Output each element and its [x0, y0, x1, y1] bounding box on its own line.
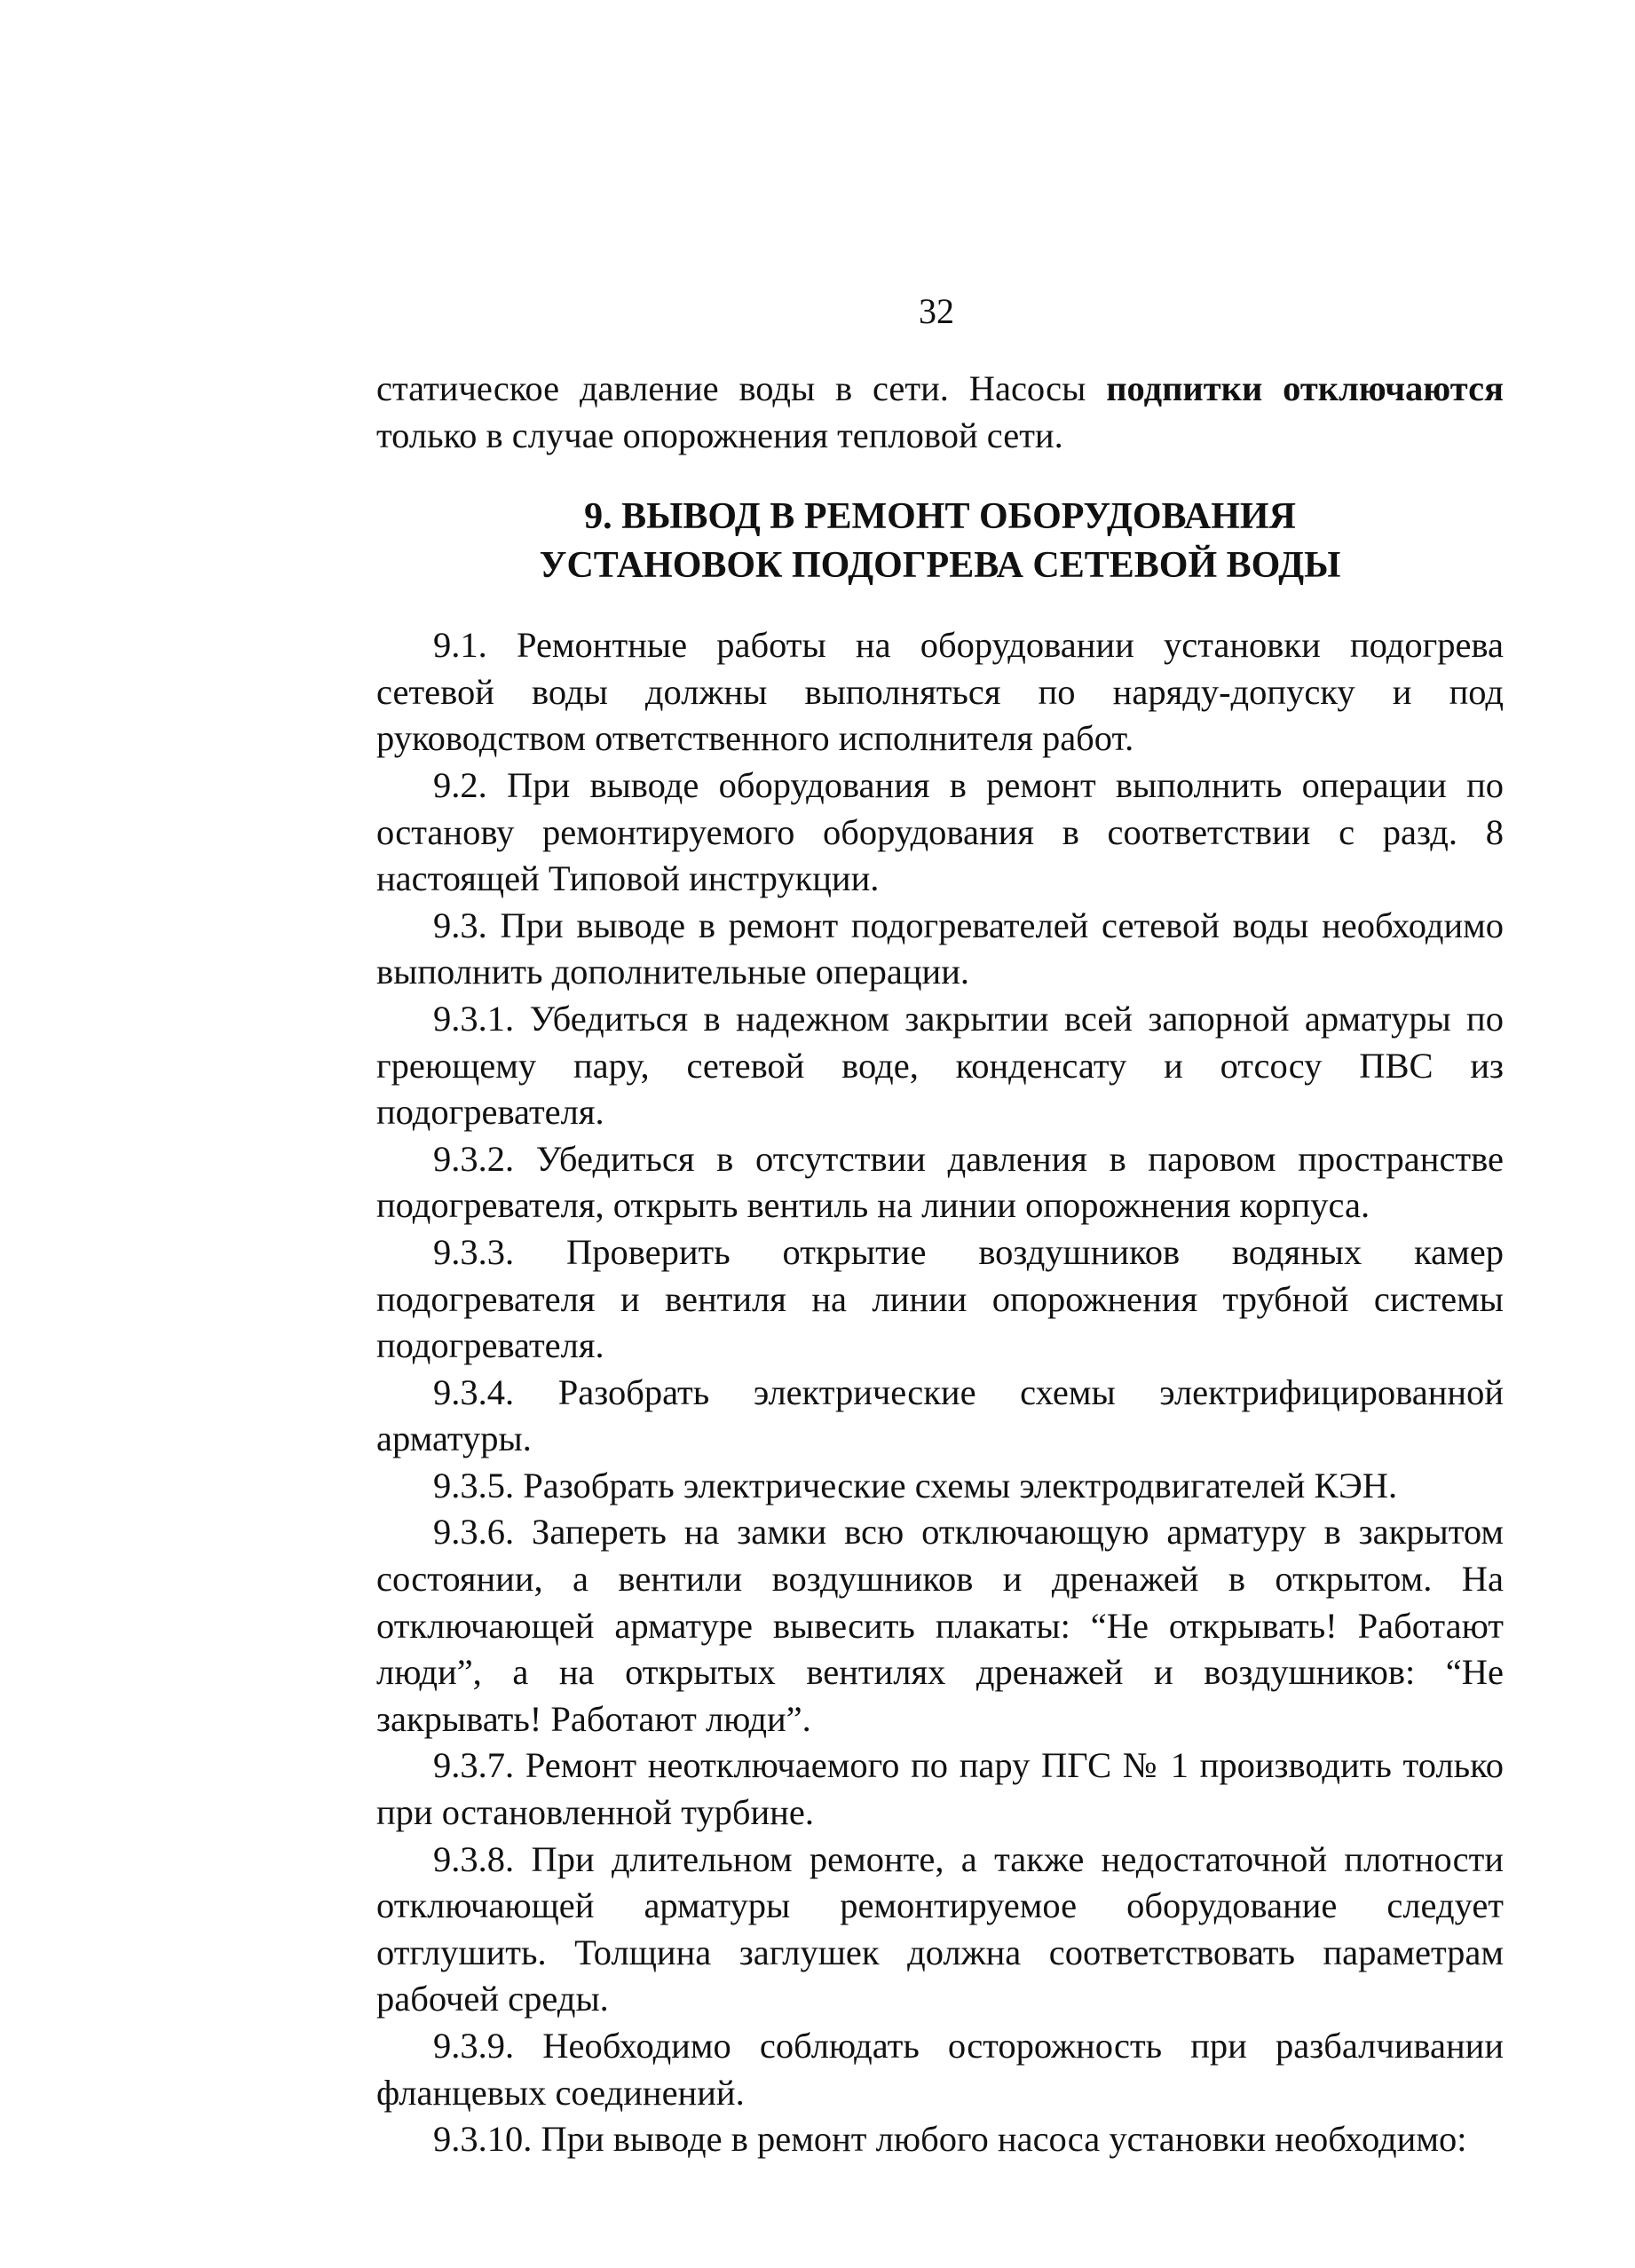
intro-bold-text: подпитки отключаются: [1106, 368, 1504, 408]
page-number: 32: [919, 291, 954, 331]
paragraph-9-3-2: 9.3.2. Убедиться в отсутствии давления в паровом пространстве подогревателя, открыть вентиль на линии опорожнения корпуса.: [376, 1138, 1504, 1226]
paragraph-9-3-8: 9.3.8. При длительном ремонте, а также недостаточной плотности отключающей арматуры ремонтируемое оборудование следует отглушить. Толщина заглушек должна соответствовать параметрам рабочей среды.: [376, 1838, 1504, 2019]
paragraph-9-3-5: 9.3.5. Разобрать электрические схемы электродвигателей КЭН.: [433, 1465, 1398, 1505]
paragraph-9-3-7: 9.3.7. Ремонт неотключаемого по пару ПГС № 1 производить только при остановленной турбине.: [376, 1745, 1504, 1833]
section-heading-line-2: УСТАНОВОК ПОДОГРЕВА СЕТЕВОЙ ВОДЫ: [539, 545, 1341, 587]
intro-text-after: только в случае опорожнения тепловой сети.: [376, 415, 1063, 455]
paragraph-9-3-10: 9.3.10. При выводе в ремонт любого насоса установки необходимо:: [433, 2119, 1467, 2160]
paragraph-9-2: 9.2. При выводе оборудования в ремонт выполнить операции по останову ремонтируемого оборудования в соответствии с разд. 8 настоящей Типовой инструкции.: [376, 764, 1504, 899]
page-content: [376, 366, 1504, 2163]
intro-paragraph: [376, 366, 1504, 459]
paragraph-9-3-6: 9.3.6. Запереть на замки всю отключающую арматуру в закрытом состоянии, а вентили воздушников и дренажей в открытом. На отключающей арматуре вывесить плакаты: “Не открывать! Работают люди”, а на открытых вентилях дренажей и воздушников: “Не закрывать! Работают люди”.: [376, 1512, 1504, 1739]
paragraph-9-3-3: 9.3.3. Проверить открытие воздушников водяных камер подогревателя и вентиля на линии опорожнения трубной системы подогревателя.: [376, 1231, 1504, 1366]
paragraph-9-1: 9.1. Ремонтные работы на оборудовании установки подогрева сетевой воды должны выполняться по наряду-допуску и под руководством ответственного исполнителя работ.: [376, 625, 1504, 759]
section-heading: [376, 493, 1504, 590]
paragraph-9-3-1: 9.3.1. Убедиться в надежном закрытии всей запорной арматуры по греющему пару, сетевой воде, конденсату и отсосу ПВС из подогревателя.: [376, 998, 1504, 1133]
paragraph-9-3-9: 9.3.9. Необходимо соблюдать осторожность при разбалчивании фланцевых соединений.: [376, 2026, 1504, 2113]
intro-text: статическое давление воды в сети. Насосы: [376, 368, 1107, 408]
section-heading-line-1: 9. ВЫВОД В РЕМОНТ ОБОРУДОВАНИЯ: [584, 496, 1296, 538]
paragraph-9-3-4: 9.3.4. Разобрать электрические схемы электрифицированной арматуры.: [376, 1371, 1504, 1459]
paragraph-9-3: 9.3. При выводе в ремонт подогревателей сетевой воды необходимо выполнить дополнительные операции.: [376, 905, 1504, 992]
